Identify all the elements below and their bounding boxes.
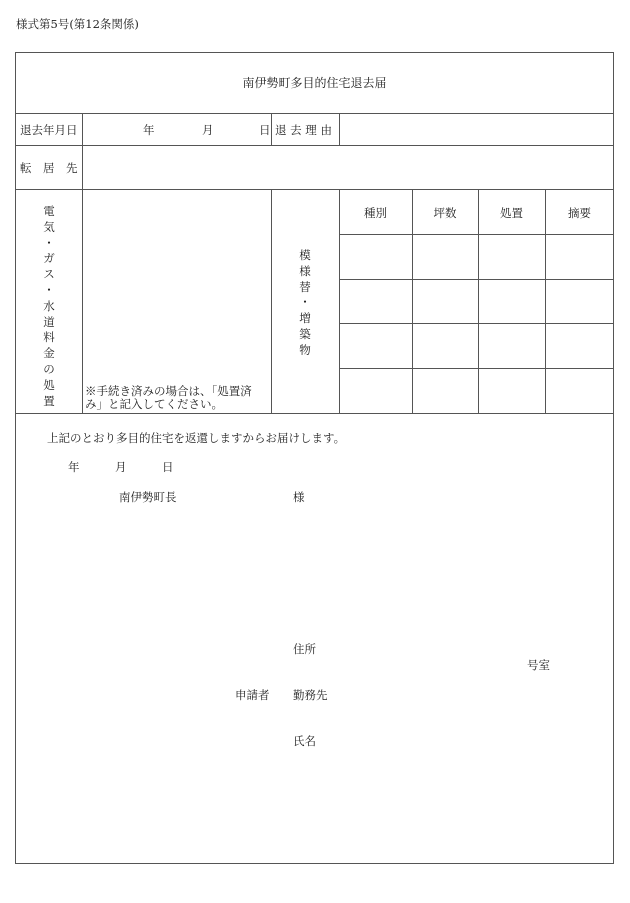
rule-mod-col2 xyxy=(478,189,479,413)
room-suffix: 号室 xyxy=(527,658,550,672)
submit-date-year: 年 xyxy=(68,460,80,474)
modifications-label-char: 築 xyxy=(299,326,311,341)
addressee: 南伊勢町長 xyxy=(119,490,177,504)
rule-mod-col3 xyxy=(545,189,546,413)
form-title: 南伊勢町多目的住宅退去届 xyxy=(242,76,387,90)
submit-date-day: 日 xyxy=(162,460,174,474)
honorific: 様 xyxy=(293,490,305,504)
address-field[interactable] xyxy=(322,640,522,658)
workplace-field[interactable] xyxy=(334,686,574,704)
utilities-disposal-field[interactable] xyxy=(83,190,271,413)
mod-header-type: 種別 xyxy=(364,206,387,220)
rule-mod-row1-bottom xyxy=(339,279,614,280)
utilities-label-char: 電 xyxy=(43,204,55,218)
utilities-label-char: 置 xyxy=(43,393,55,408)
statement-text: 上記のとおり多目的住宅を返還しますからお届けします。 xyxy=(47,431,346,445)
mod-header-area: 坪数 xyxy=(433,206,457,220)
utilities-label-char: 料 xyxy=(43,330,55,345)
move-out-date-field[interactable] xyxy=(83,114,271,145)
rule-utilities-right xyxy=(271,189,272,413)
name-field[interactable] xyxy=(322,732,572,750)
rule-mod-col1 xyxy=(412,189,413,413)
name-label: 氏名 xyxy=(293,734,316,748)
utilities-note-line2: み」と記入してください。 xyxy=(85,397,223,411)
modifications-label-char: 増 xyxy=(299,311,311,326)
modifications-label-char: 様 xyxy=(299,263,311,278)
date-day-unit: 日 xyxy=(259,123,271,137)
utilities-label-char: 処 xyxy=(43,377,55,392)
utilities-label-char: 気 xyxy=(43,219,55,234)
applicant-label: 申請者 xyxy=(235,688,270,702)
utilities-note-line1: ※手続き済みの場合は、「処置済 xyxy=(85,384,252,398)
utilities-label-char: ガ xyxy=(43,251,55,266)
date-month-unit: 月 xyxy=(202,123,214,137)
utilities-label-char: 道 xyxy=(43,314,55,329)
move-out-date-label: 退去年月日 xyxy=(20,123,78,137)
rule-mod-row2-bottom xyxy=(339,323,614,324)
utilities-label-char: ・ xyxy=(43,235,55,250)
utilities-label xyxy=(42,204,56,409)
mod-header-remarks: 摘要 xyxy=(568,206,591,220)
rule-mod-header-bottom xyxy=(339,234,614,235)
address-label: 住所 xyxy=(293,642,316,656)
modifications-label-char: ・ xyxy=(299,295,311,310)
modifications-label xyxy=(298,248,312,359)
utilities-label-char: 金 xyxy=(43,346,55,361)
utilities-label-char: ス xyxy=(43,267,55,282)
rule-table-bottom xyxy=(15,413,614,414)
forwarding-address-label: 転 居 先 xyxy=(20,161,78,175)
utilities-label-char: ・ xyxy=(43,282,55,297)
rule-date-right xyxy=(271,113,272,145)
rule-mod-row3-bottom xyxy=(339,368,614,369)
modifications-label-char: 替 xyxy=(299,279,311,294)
forwarding-address-field[interactable] xyxy=(83,146,613,189)
submit-date-month: 月 xyxy=(115,460,127,474)
rule-mod-label-right xyxy=(339,189,340,413)
move-out-reason-label: 退 去 理 由 xyxy=(275,123,332,137)
move-out-reason-field[interactable] xyxy=(340,114,613,145)
date-year-unit: 年 xyxy=(143,123,155,137)
workplace-label: 勤務先 xyxy=(293,688,328,702)
modifications-label-char: 模 xyxy=(299,248,311,262)
utilities-label-char: の xyxy=(43,361,55,376)
utilities-label-char: 水 xyxy=(43,298,55,313)
mod-header-disposal: 処置 xyxy=(500,206,523,220)
form-number-label: 様式第5号(第12条関係) xyxy=(16,17,139,31)
modifications-label-char: 物 xyxy=(299,342,311,357)
